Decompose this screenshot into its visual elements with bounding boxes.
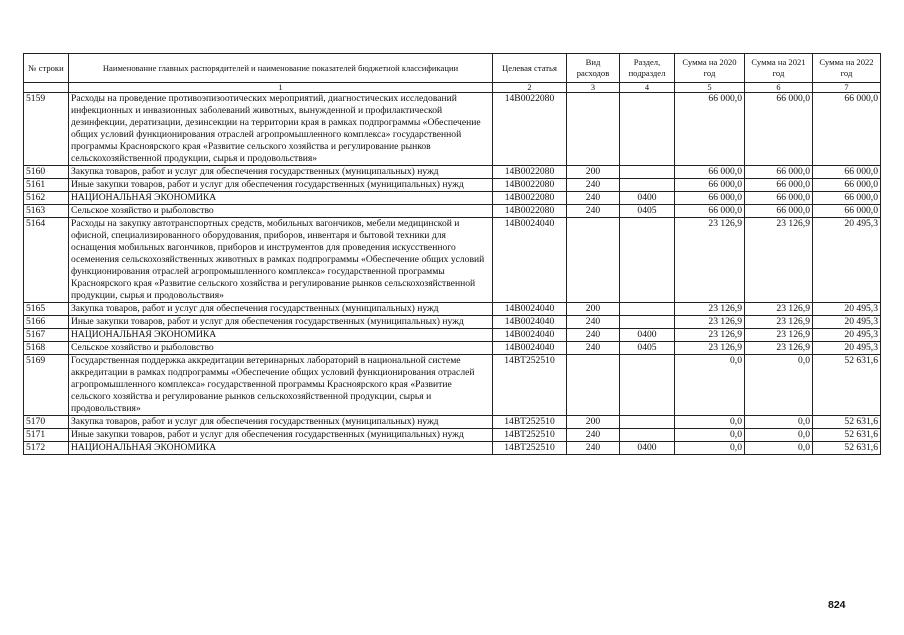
row-target-article: 14В0022080 <box>493 179 567 192</box>
table-row <box>24 179 881 192</box>
column-number: 6 <box>745 83 813 93</box>
row-number: 5168 <box>24 342 69 355</box>
row-sum-2022: 52 631,6 <box>813 442 881 455</box>
row-section <box>620 93 675 166</box>
row-sum-2022: 66 000,0 <box>813 179 881 192</box>
row-section <box>620 429 675 442</box>
header-row-number: № строки <box>24 54 69 83</box>
row-number: 5162 <box>24 192 69 205</box>
table-row <box>24 329 881 342</box>
row-sum-2021: 0,0 <box>745 355 813 416</box>
row-expense-kind: 200 <box>567 416 620 429</box>
row-section <box>620 218 675 303</box>
row-target-article: 14В0024040 <box>493 303 567 316</box>
row-sum-2020: 0,0 <box>675 442 745 455</box>
column-number: 1 <box>69 83 493 93</box>
header-sum-2021: Сумма на 2021 год <box>745 54 813 83</box>
row-target-article: 14В0022080 <box>493 166 567 179</box>
row-sum-2020: 66 000,0 <box>675 179 745 192</box>
table-row <box>24 429 881 442</box>
row-sum-2021: 0,0 <box>745 416 813 429</box>
row-expense-kind <box>567 218 620 303</box>
row-sum-2020: 23 126,9 <box>675 342 745 355</box>
row-name: Расходы на закупку автотранспортных средств, мобильных вагончиков, мебели медицинской и офисной, специализированного оборудования, приборов, инвентаря и бытовой техники для оснащения мобильных вагончиков, приборов и инструментов для проведения искусственного осеменения сельскохозяйственных животных в рамках подпрограммы «Обеспечение общих условий функционирования отраслей агропромышленного комплекса» государственной программы Красноярского края «Развитие сельского хозяйства и регулирование рынков сельскохозяйственной продукции, сырья и продовольствия» <box>69 218 493 303</box>
row-number: 5167 <box>24 329 69 342</box>
row-name: НАЦИОНАЛЬНАЯ ЭКОНОМИКА <box>69 442 493 455</box>
table-row <box>24 218 881 303</box>
row-name: Иные закупки товаров, работ и услуг для обеспечения государственных (муниципальных) нужд <box>69 179 493 192</box>
row-name: Закупка товаров, работ и услуг для обеспечения государственных (муниципальных) нужд <box>69 303 493 316</box>
table-row <box>24 93 881 166</box>
row-expense-kind: 240 <box>567 342 620 355</box>
row-sum-2021: 66 000,0 <box>745 205 813 218</box>
row-sum-2020: 0,0 <box>675 429 745 442</box>
column-number: 5 <box>675 83 745 93</box>
budget-table <box>23 53 881 455</box>
row-sum-2020: 0,0 <box>675 416 745 429</box>
row-sum-2021: 23 126,9 <box>745 329 813 342</box>
row-sum-2020: 0,0 <box>675 355 745 416</box>
row-sum-2022: 66 000,0 <box>813 205 881 218</box>
row-sum-2020: 66 000,0 <box>675 192 745 205</box>
row-section: 0405 <box>620 205 675 218</box>
column-number: 4 <box>620 83 675 93</box>
row-sum-2021: 66 000,0 <box>745 166 813 179</box>
row-number: 5164 <box>24 218 69 303</box>
row-name: Расходы на проведение противоэпизоотических мероприятий, диагностических исследований инфекционных и инвазионных заболеваний животных, вынужденной и профилактической дезинфекции, дератизации, дезинсекции на территории края в рамках подпрограммы «Обеспечение общих условий функционирования отраслей агропромышленного комплекса» государственной программы Красноярского края «Развитие сельского хозяйства и регулирование рынков сельскохозяйственной продукции, сырья и продовольствия» <box>69 93 493 166</box>
row-sum-2022: 66 000,0 <box>813 166 881 179</box>
row-target-article: 14В0022080 <box>493 205 567 218</box>
column-number: 3 <box>567 83 620 93</box>
row-sum-2021: 0,0 <box>745 442 813 455</box>
row-sum-2021: 66 000,0 <box>745 179 813 192</box>
row-sum-2021: 23 126,9 <box>745 303 813 316</box>
row-target-article: 14ВТ252510 <box>493 442 567 455</box>
row-sum-2021: 0,0 <box>745 429 813 442</box>
table-row <box>24 342 881 355</box>
row-name: НАЦИОНАЛЬНАЯ ЭКОНОМИКА <box>69 329 493 342</box>
row-name: Сельское хозяйство и рыболовство <box>69 205 493 218</box>
row-number: 5160 <box>24 166 69 179</box>
row-sum-2020: 23 126,9 <box>675 316 745 329</box>
row-target-article: 14В0024040 <box>493 329 567 342</box>
table-row <box>24 355 881 416</box>
row-sum-2022: 20 495,3 <box>813 329 881 342</box>
table-row <box>24 166 881 179</box>
row-number: 5159 <box>24 93 69 166</box>
row-number: 5170 <box>24 416 69 429</box>
row-name: НАЦИОНАЛЬНАЯ ЭКОНОМИКА <box>69 192 493 205</box>
row-expense-kind: 240 <box>567 192 620 205</box>
row-sum-2020: 23 126,9 <box>675 303 745 316</box>
row-sum-2020: 23 126,9 <box>675 218 745 303</box>
row-sum-2021: 66 000,0 <box>745 93 813 166</box>
table-row <box>24 416 881 429</box>
row-section: 0400 <box>620 329 675 342</box>
row-sum-2022: 20 495,3 <box>813 342 881 355</box>
row-expense-kind: 240 <box>567 442 620 455</box>
row-section <box>620 355 675 416</box>
header-name: Наименование главных распорядителей и наименование показателей бюджетной классификации <box>69 54 493 83</box>
row-number: 5165 <box>24 303 69 316</box>
row-expense-kind: 240 <box>567 205 620 218</box>
row-section <box>620 179 675 192</box>
row-section <box>620 416 675 429</box>
row-target-article: 14В0024040 <box>493 316 567 329</box>
column-number <box>24 83 69 93</box>
row-name: Иные закупки товаров, работ и услуг для обеспечения государственных (муниципальных) нужд <box>69 429 493 442</box>
row-sum-2020: 66 000,0 <box>675 205 745 218</box>
row-section: 0400 <box>620 192 675 205</box>
row-sum-2022: 20 495,3 <box>813 303 881 316</box>
table-row <box>24 442 881 455</box>
row-number: 5169 <box>24 355 69 416</box>
row-sum-2020: 66 000,0 <box>675 166 745 179</box>
column-number-row <box>24 83 881 93</box>
row-sum-2021: 23 126,9 <box>745 218 813 303</box>
row-sum-2021: 66 000,0 <box>745 192 813 205</box>
row-sum-2021: 23 126,9 <box>745 342 813 355</box>
row-sum-2022: 66 000,0 <box>813 192 881 205</box>
row-target-article: 14ВТ252510 <box>493 416 567 429</box>
row-sum-2022: 52 631,6 <box>813 355 881 416</box>
row-section: 0400 <box>620 442 675 455</box>
header-expense-kind: Вид расходов <box>567 54 620 83</box>
row-section <box>620 303 675 316</box>
row-name: Закупка товаров, работ и услуг для обеспечения государственных (муниципальных) нужд <box>69 166 493 179</box>
header-row <box>24 54 881 83</box>
row-name: Иные закупки товаров, работ и услуг для обеспечения государственных (муниципальных) нужд <box>69 316 493 329</box>
header-target-article: Целевая статья <box>493 54 567 83</box>
row-section <box>620 316 675 329</box>
row-number: 5172 <box>24 442 69 455</box>
header-sum-2022: Сумма на 2022 год <box>813 54 881 83</box>
row-expense-kind: 200 <box>567 303 620 316</box>
row-expense-kind <box>567 355 620 416</box>
row-sum-2022: 20 495,3 <box>813 316 881 329</box>
row-expense-kind: 240 <box>567 179 620 192</box>
row-expense-kind: 240 <box>567 429 620 442</box>
row-target-article: 14В0022080 <box>493 93 567 166</box>
table-row <box>24 303 881 316</box>
row-number: 5163 <box>24 205 69 218</box>
row-expense-kind: 240 <box>567 329 620 342</box>
header-sum-2020: Сумма на 2020 год <box>675 54 745 83</box>
row-expense-kind <box>567 93 620 166</box>
column-number: 7 <box>813 83 881 93</box>
row-sum-2020: 23 126,9 <box>675 329 745 342</box>
row-sum-2022: 52 631,6 <box>813 416 881 429</box>
row-sum-2020: 66 000,0 <box>675 93 745 166</box>
column-number: 2 <box>493 83 567 93</box>
table-row <box>24 316 881 329</box>
row-number: 5166 <box>24 316 69 329</box>
row-expense-kind: 240 <box>567 316 620 329</box>
row-target-article: 14В0022080 <box>493 192 567 205</box>
row-name: Государственная поддержка аккредитации ветеринарных лабораторий в национальной системе аккредитации в рамках подпрограммы «Обеспечение общих условий функционирования отраслей агропромышленного комплекса» государственной программы Красноярского края «Развитие сельского хозяйства и регулирование рынков сельскохозяйственной продукции, сырья и продовольствия» <box>69 355 493 416</box>
row-target-article: 14В0024040 <box>493 218 567 303</box>
row-name: Сельское хозяйство и рыболовство <box>69 342 493 355</box>
page-number: 824 <box>828 599 846 611</box>
row-sum-2021: 23 126,9 <box>745 316 813 329</box>
table-row <box>24 192 881 205</box>
row-target-article: 14ВТ252510 <box>493 355 567 416</box>
row-section: 0405 <box>620 342 675 355</box>
header-section: Раздел, подраздел <box>620 54 675 83</box>
row-name: Закупка товаров, работ и услуг для обеспечения государственных (муниципальных) нужд <box>69 416 493 429</box>
row-number: 5161 <box>24 179 69 192</box>
row-sum-2022: 66 000,0 <box>813 93 881 166</box>
row-section <box>620 166 675 179</box>
table-row <box>24 205 881 218</box>
row-number: 5171 <box>24 429 69 442</box>
row-sum-2022: 20 495,3 <box>813 218 881 303</box>
row-target-article: 14ВТ252510 <box>493 429 567 442</box>
row-expense-kind: 200 <box>567 166 620 179</box>
row-sum-2022: 52 631,6 <box>813 429 881 442</box>
row-target-article: 14В0024040 <box>493 342 567 355</box>
